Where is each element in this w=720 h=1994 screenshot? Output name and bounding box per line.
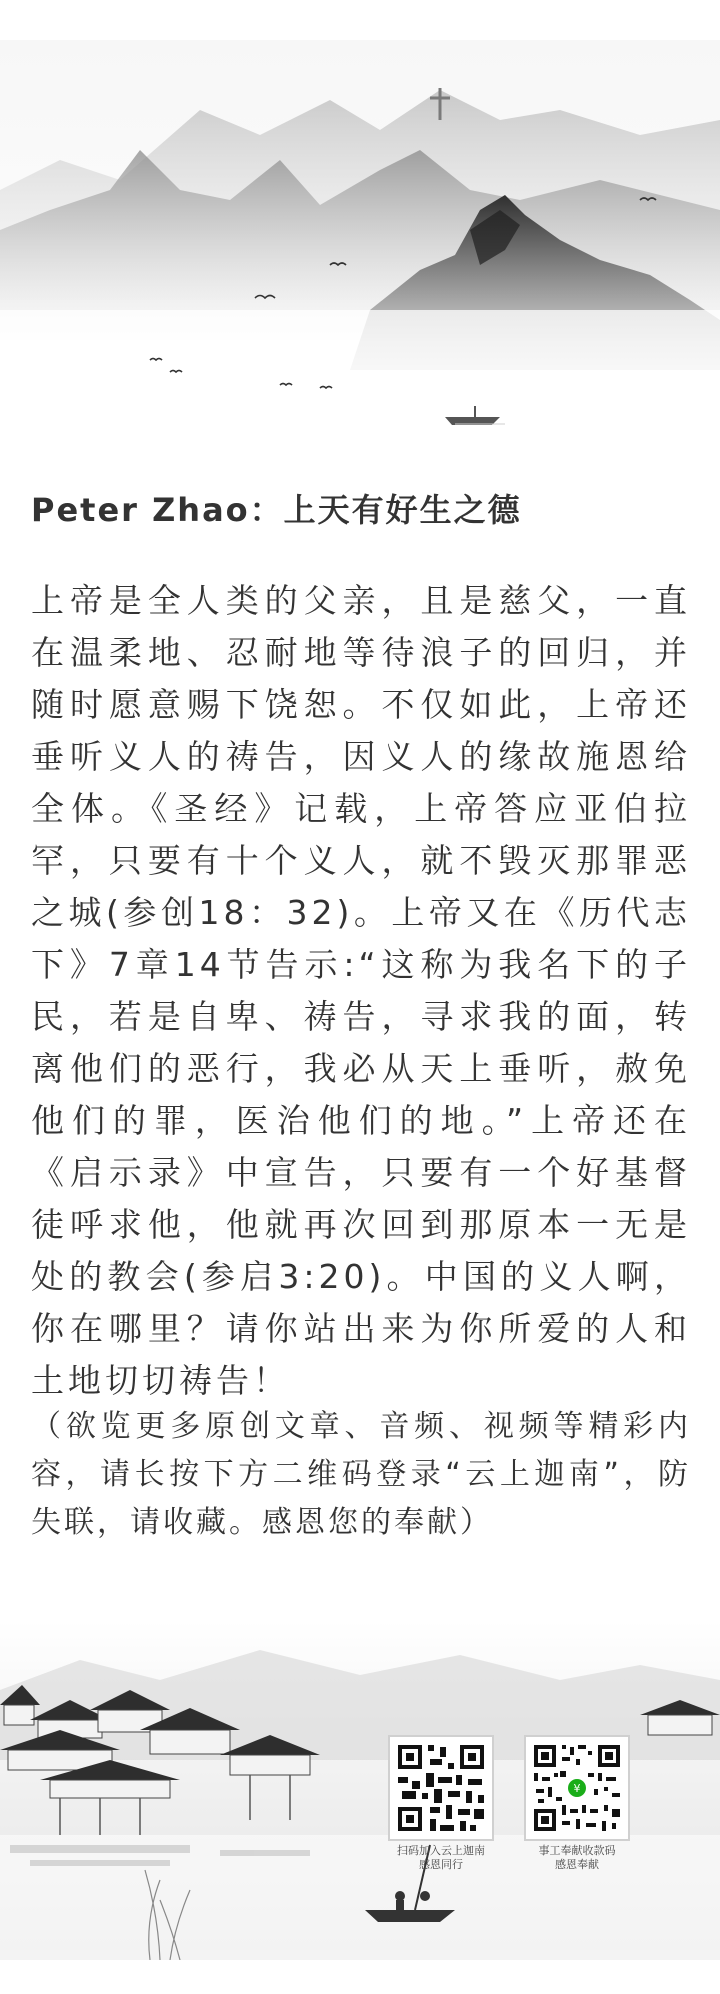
article-body: 上帝是全人类的父亲，且是慈父，一直在温柔地、忍耐地等待浪子的回归，并随时愿意赐下饶恕。不仅如此，上帝还垂听义人的祷告，因义人的缘故施恩给全体。《圣经》记载，上帝答应亚伯拉罕，只要有十个义人，就不毁灭那罪恶之城(参创18：32)。上帝又在《历代志下》7章14节告示:“这称为我名下的子民，若是自卑、祷告，寻求我的面，转离他们的恶行，我必从天上垂听，赦免他们的罪，医治他们的地。”上帝还在《启示录》中宣告，只要有一个好基督徒呼求他，他就再次回到那原本一无是处的教会(参启3:20)。中国的义人啊，你在哪里？请你站出来为你所爱的人和土地切切祷告！ — [31, 581, 691, 1400]
article-note: （欲览更多原创文章、音频、视频等精彩内容，请长按下方二维码登录“云上迦南”，防失联，请收藏。感恩您的奉献） — [31, 1409, 691, 1540]
svg-text:¥: ¥ — [573, 1782, 581, 1795]
qr-code-icon — [526, 1737, 628, 1839]
article-title: Peter Zhao：上天有好生之德 — [31, 491, 522, 529]
qr-join-caption: 扫码加入云上迦南 感恩同行 — [397, 1844, 485, 1871]
qr-donate-caption: 事工奉献收款码 感恩奉献 — [538, 1844, 616, 1871]
hero-ink-landscape-image — [0, 40, 720, 450]
footer-ink-village-banner — [0, 1620, 720, 1960]
qr-code-join-card[interactable] — [388, 1735, 494, 1841]
qr-code-icon — [390, 1737, 492, 1839]
qr-code-donate-card[interactable] — [524, 1735, 630, 1841]
